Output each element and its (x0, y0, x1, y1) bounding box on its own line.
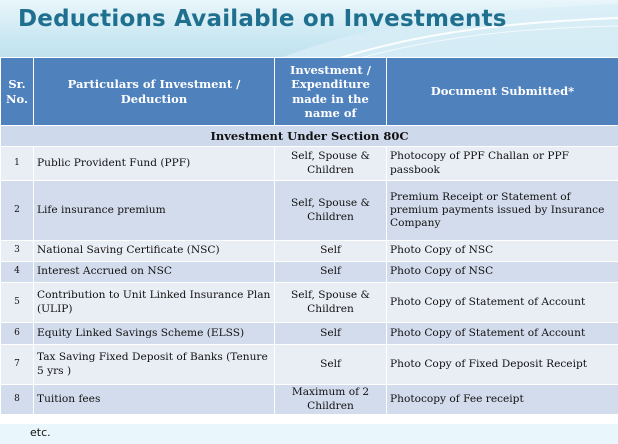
table-row (1, 181, 618, 241)
table-header-row (1, 58, 618, 126)
header-particulars: Particulars of Investment / Deduction (34, 58, 275, 126)
document-cell: Premium Receipt or Statement of premium payments issued by Insurance Company (387, 181, 618, 241)
table-row (1, 323, 618, 345)
title-banner (0, 0, 618, 58)
table-row (1, 283, 618, 323)
sr-no-cell: 2 (1, 181, 34, 241)
particular-cell: Equity Linked Savings Scheme (ELSS) (34, 323, 275, 345)
table-row (1, 385, 618, 415)
document-cell: Photo Copy of Fixed Deposit Receipt (387, 345, 618, 385)
document-cell: Photocopy of PPF Challan or PPF passbook (387, 147, 618, 181)
particular-cell: Public Provident Fund (PPF) (34, 147, 275, 181)
footer-note: etc. (30, 426, 51, 439)
table-row (1, 241, 618, 262)
name-of-cell: Self, Spouse & Children (275, 147, 387, 181)
name-of-cell: Self (275, 262, 387, 283)
particular-cell: Tuition fees (34, 385, 275, 415)
section-row (1, 126, 618, 147)
document-cell: Photo Copy of Statement of Account (387, 283, 618, 323)
sr-no-cell: 1 (1, 147, 34, 181)
document-cell: Photo Copy of Statement of Account (387, 323, 618, 345)
particular-cell: Contribution to Unit Linked Insurance Plan (ULIP) (34, 283, 275, 323)
particular-cell: Interest Accrued on NSC (34, 262, 275, 283)
footer-band (0, 424, 618, 444)
sr-no-cell: 6 (1, 323, 34, 345)
sr-no-cell: 3 (1, 241, 34, 262)
deductions-table (0, 57, 618, 415)
sr-no-cell: 4 (1, 262, 34, 283)
table-row (1, 147, 618, 181)
document-cell: Photo Copy of NSC (387, 262, 618, 283)
name-of-cell: Self, Spouse & Children (275, 181, 387, 241)
page-title: Deductions Available on Investments (18, 6, 507, 32)
name-of-cell: Self, Spouse & Children (275, 283, 387, 323)
particular-cell: Life insurance premium (34, 181, 275, 241)
header-document: Document Submitted* (387, 58, 618, 126)
sr-no-cell: 8 (1, 385, 34, 415)
particular-cell: Tax Saving Fixed Deposit of Banks (Tenure 5 yrs ) (34, 345, 275, 385)
name-of-cell: Self (275, 345, 387, 385)
table-row (1, 262, 618, 283)
header-sr-no: Sr. No. (1, 58, 34, 126)
table-row (1, 345, 618, 385)
sr-no-cell: 5 (1, 283, 34, 323)
name-of-cell: Self (275, 323, 387, 345)
document-cell: Photocopy of Fee receipt (387, 385, 618, 415)
sr-no-cell: 7 (1, 345, 34, 385)
name-of-cell: Self (275, 241, 387, 262)
particular-cell: National Saving Certificate (NSC) (34, 241, 275, 262)
header-investment-name: Investment / Expenditure made in the name of (275, 58, 387, 126)
document-cell: Photo Copy of NSC (387, 241, 618, 262)
section-title: Investment Under Section 80C (1, 126, 618, 147)
name-of-cell: Maximum of 2 Children (275, 385, 387, 415)
